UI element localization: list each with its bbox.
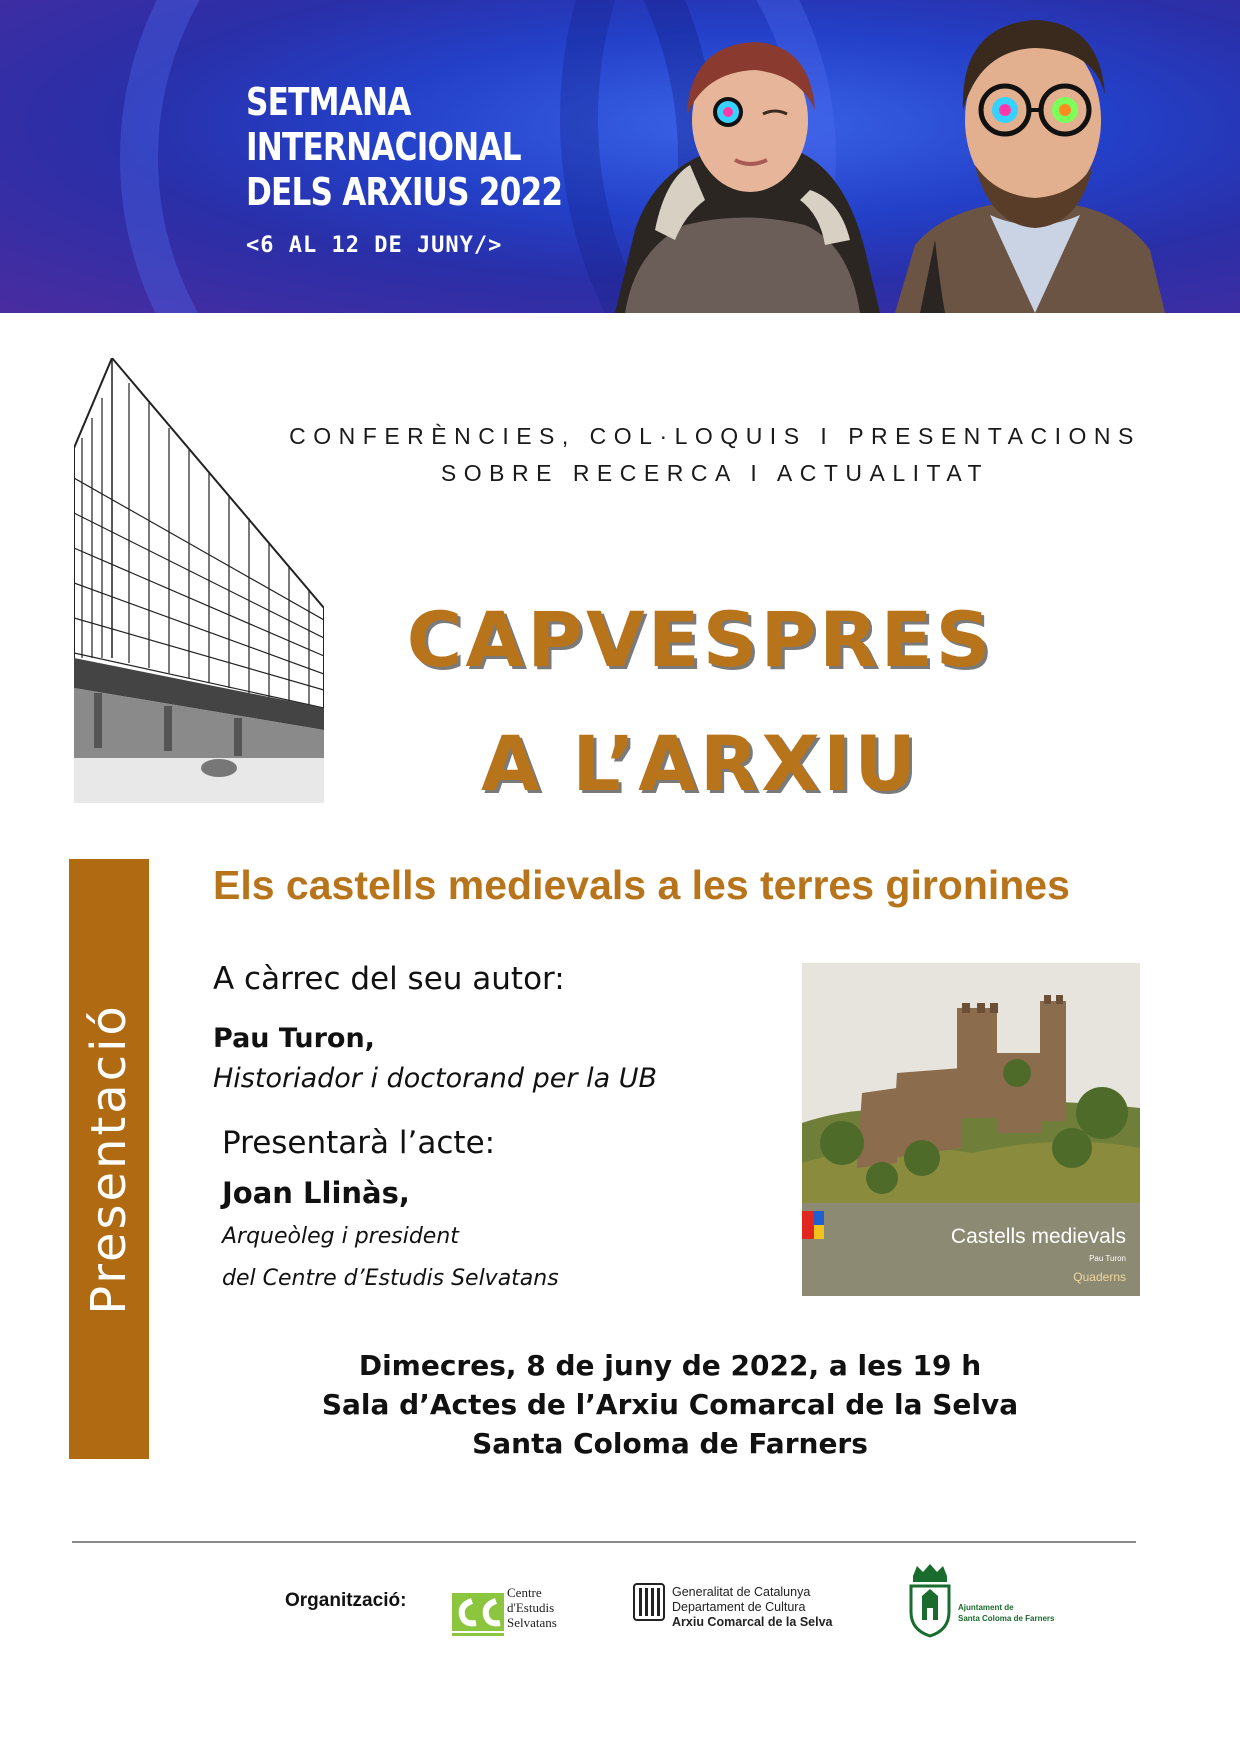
presenter-role: Arqueòleg i president — [222, 1224, 459, 1249]
event-town: Santa Coloma de Farners — [472, 1427, 868, 1460]
banner-text — [246, 80, 632, 258]
town-coat-of-arms-icon — [905, 1562, 955, 1640]
banner-title-line: SETMANA — [246, 80, 411, 124]
book-author: Pau Turon — [1089, 1254, 1126, 1263]
author-label: A càrrec del seu autor: — [213, 961, 565, 997]
event-date-time: Dimecres, 8 de juny de 2022, a les 19 h — [358, 1349, 982, 1382]
generalitat-line: Generalitat de Catalunya — [672, 1585, 811, 1599]
series-title-line: CAPVESPRES — [406, 595, 994, 684]
event-type-label: Presentació — [81, 1003, 137, 1315]
banner-title-line: INTERNACIONAL — [246, 125, 521, 169]
author-name: Pau Turon, — [213, 1023, 375, 1054]
ces-mark-icon — [452, 1583, 504, 1639]
event-banner — [0, 0, 1240, 313]
banner-title-line: DELS ARXIUS 2022 — [246, 170, 563, 214]
ajuntament-line: Santa Coloma de Farners — [958, 1614, 1055, 1623]
event-details — [240, 1346, 1100, 1463]
ces-logo-line: d'Estudis — [507, 1600, 555, 1615]
ces-logo — [452, 1583, 572, 1643]
generalitat-line: Arxiu Comarcal de la Selva — [672, 1615, 833, 1629]
ces-logo-text — [507, 1585, 557, 1630]
presenter-label: Presentarà l’acte: — [222, 1125, 496, 1161]
subtitle-line: CONFERÈNCIES, COL·LOQUIS I PRESENTACIONS — [289, 423, 1141, 449]
book-cover — [802, 963, 1140, 1296]
ajuntament-line: Ajuntament de — [958, 1603, 1014, 1612]
talk-title: Els castells medievals a les terres gironines — [213, 862, 1070, 908]
generalitat-logo — [632, 1580, 882, 1640]
ajuntament-logo — [905, 1562, 1065, 1642]
series-title-line: A L’ARXIU — [480, 719, 920, 808]
event-type-sidebar — [69, 859, 149, 1459]
banner-title — [246, 80, 562, 215]
ces-logo-line: Selvatans — [507, 1615, 557, 1630]
footer-divider — [72, 1541, 1136, 1543]
author-role: Historiador i doctorand per la UB — [213, 1063, 657, 1094]
generalitat-line: Departament de Cultura — [672, 1600, 806, 1614]
event-venue: Sala d’Actes de l’Arxiu Comarcal de la Selva — [321, 1388, 1019, 1421]
banner-photo-people — [595, 0, 1195, 313]
banner-dates: <6 AL 12 DE JUNY/> — [246, 233, 503, 258]
generalitat-logo-text — [672, 1585, 833, 1630]
generalitat-emblem-icon — [632, 1580, 666, 1624]
subtitle-line: SOBRE RECERCA I ACTUALITAT — [440, 460, 990, 486]
ces-logo-line: Centre — [507, 1585, 542, 1600]
book-title: Castells medievals — [950, 1225, 1126, 1248]
series-subtitle — [240, 418, 1190, 492]
presenter-role: del Centre d’Estudis Selvatans — [222, 1266, 559, 1291]
ajuntament-logo-text — [958, 1602, 1054, 1624]
book-series: Quaderns — [1073, 1270, 1126, 1284]
organizers-label: Organització: — [285, 1590, 407, 1611]
series-title — [340, 578, 1060, 826]
presenter-name: Joan Llinàs, — [222, 1176, 410, 1210]
